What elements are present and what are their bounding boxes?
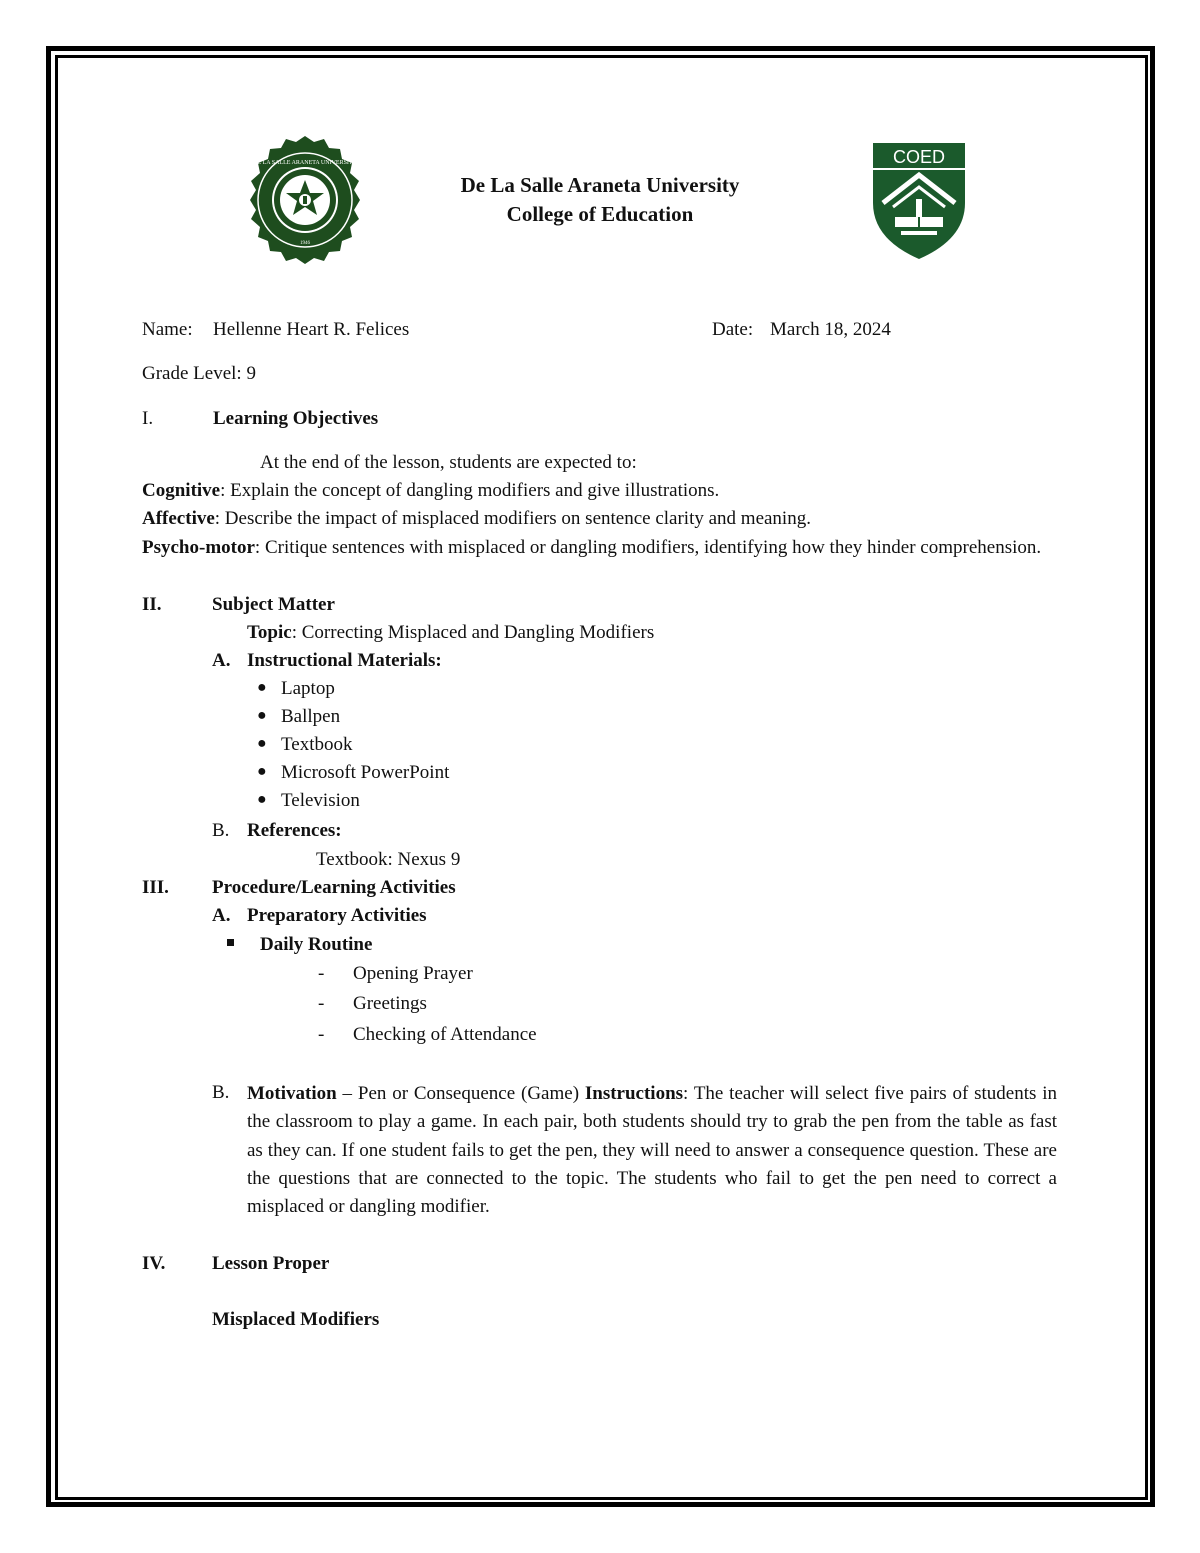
date-label: Date: (712, 319, 754, 340)
bullet-icon: ● (257, 707, 267, 724)
dash-icon: - (318, 963, 325, 984)
affective-label: Affective (142, 508, 215, 529)
dash-icon: - (318, 993, 325, 1014)
materials-letter: A. (212, 650, 231, 671)
section-2-numeral: II. (142, 594, 162, 615)
square-bullet-icon (227, 939, 234, 946)
section-4-numeral: IV. (142, 1253, 166, 1274)
university-seal-logo (238, 135, 372, 265)
motivation-paragraph (247, 1080, 1057, 1221)
seal-text: DE LA SALLE ARANETA UNIVERSITY (253, 160, 357, 166)
college-name: College of Education (506, 202, 694, 226)
motivation-label: Motivation (247, 1083, 337, 1104)
cognitive-label: Cognitive (142, 480, 221, 501)
motivation-game: – Pen or Consequence (Game) (336, 1083, 585, 1104)
bullet-icon: ● (257, 791, 267, 808)
page-border-inner (55, 55, 1148, 1500)
bullet-icon: ● (257, 735, 267, 752)
routine-title: Daily Routine (260, 934, 373, 955)
section-4-title: Lesson Proper (212, 1253, 330, 1274)
torch-icon (916, 199, 922, 217)
references-text: Textbook: Nexus 9 (316, 849, 461, 870)
topic-line (247, 621, 654, 645)
header-title (400, 171, 800, 229)
prep-title: Preparatory Activities (247, 905, 427, 926)
topic-text: : Correcting Misplaced and Dangling Modifiers (291, 622, 655, 643)
material-item: Television (281, 790, 360, 811)
date-value: March 18, 2024 (770, 319, 891, 340)
university-name: De La Salle Araneta University (460, 173, 740, 197)
section-3-title: Procedure/Learning Activities (212, 877, 456, 898)
seal-year: 1946 (300, 241, 310, 246)
motivation-letter: B. (212, 1082, 230, 1103)
objective-affective (142, 507, 811, 531)
bullet-icon: ● (257, 763, 267, 780)
grade-level: Grade Level: 9 (142, 363, 256, 384)
psychomotor-label: Psycho-motor (142, 537, 255, 558)
objective-cognitive (142, 479, 719, 503)
prep-letter: A. (212, 905, 231, 926)
objective-psychomotor (142, 534, 1058, 562)
section-3-numeral: III. (142, 877, 169, 898)
psychomotor-text: : Critique sentences with misplaced or dangling modifiers, identifying how they hinder comprehension. (254, 537, 1042, 558)
section-1-title: Learning Objectives (213, 408, 379, 429)
section-2-title: Subject Matter (212, 594, 335, 615)
coed-shield-logo (871, 141, 967, 261)
routine-item: Greetings (353, 993, 427, 1014)
bullet-icon: ● (257, 679, 267, 696)
material-item: Microsoft PowerPoint (281, 762, 450, 783)
routine-item: Opening Prayer (353, 963, 473, 984)
materials-title: Instructional Materials: (247, 650, 442, 671)
topic-label: Topic (247, 622, 292, 643)
references-letter: B. (212, 820, 230, 841)
references-title: References: (247, 820, 342, 841)
material-item: Ballpen (281, 706, 341, 727)
instructions-label: Instructions (584, 1083, 684, 1104)
coed-label: COED (892, 147, 946, 167)
routine-item: Checking of Attendance (353, 1024, 537, 1045)
instructions-text: : The teacher will select five pairs of students in the classroom to play a game. In each pair, both students should try to grab the pen from the table as fast as they can. If one student fails to get the pen, they will need to answer a consequence question. These are the questions that are connected to the topic. The students who fail to get the pen need to correct a misplaced or dangling modifier. (247, 1083, 1057, 1218)
name-label: Name: (142, 319, 193, 340)
section-1-numeral: I. (142, 408, 154, 429)
material-item: Laptop (281, 678, 335, 699)
affective-text: : Describe the impact of misplaced modifiers on sentence clarity and meaning. (214, 508, 811, 529)
dash-icon: - (318, 1024, 325, 1045)
objectives-intro: At the end of the lesson, students are expected to: (260, 452, 637, 473)
section-4-subtitle: Misplaced Modifiers (212, 1309, 380, 1330)
material-item: Textbook (281, 734, 353, 755)
name-value: Hellenne Heart R. Felices (213, 319, 410, 340)
cognitive-text: : Explain the concept of dangling modifiers and give illustrations. (220, 480, 720, 501)
